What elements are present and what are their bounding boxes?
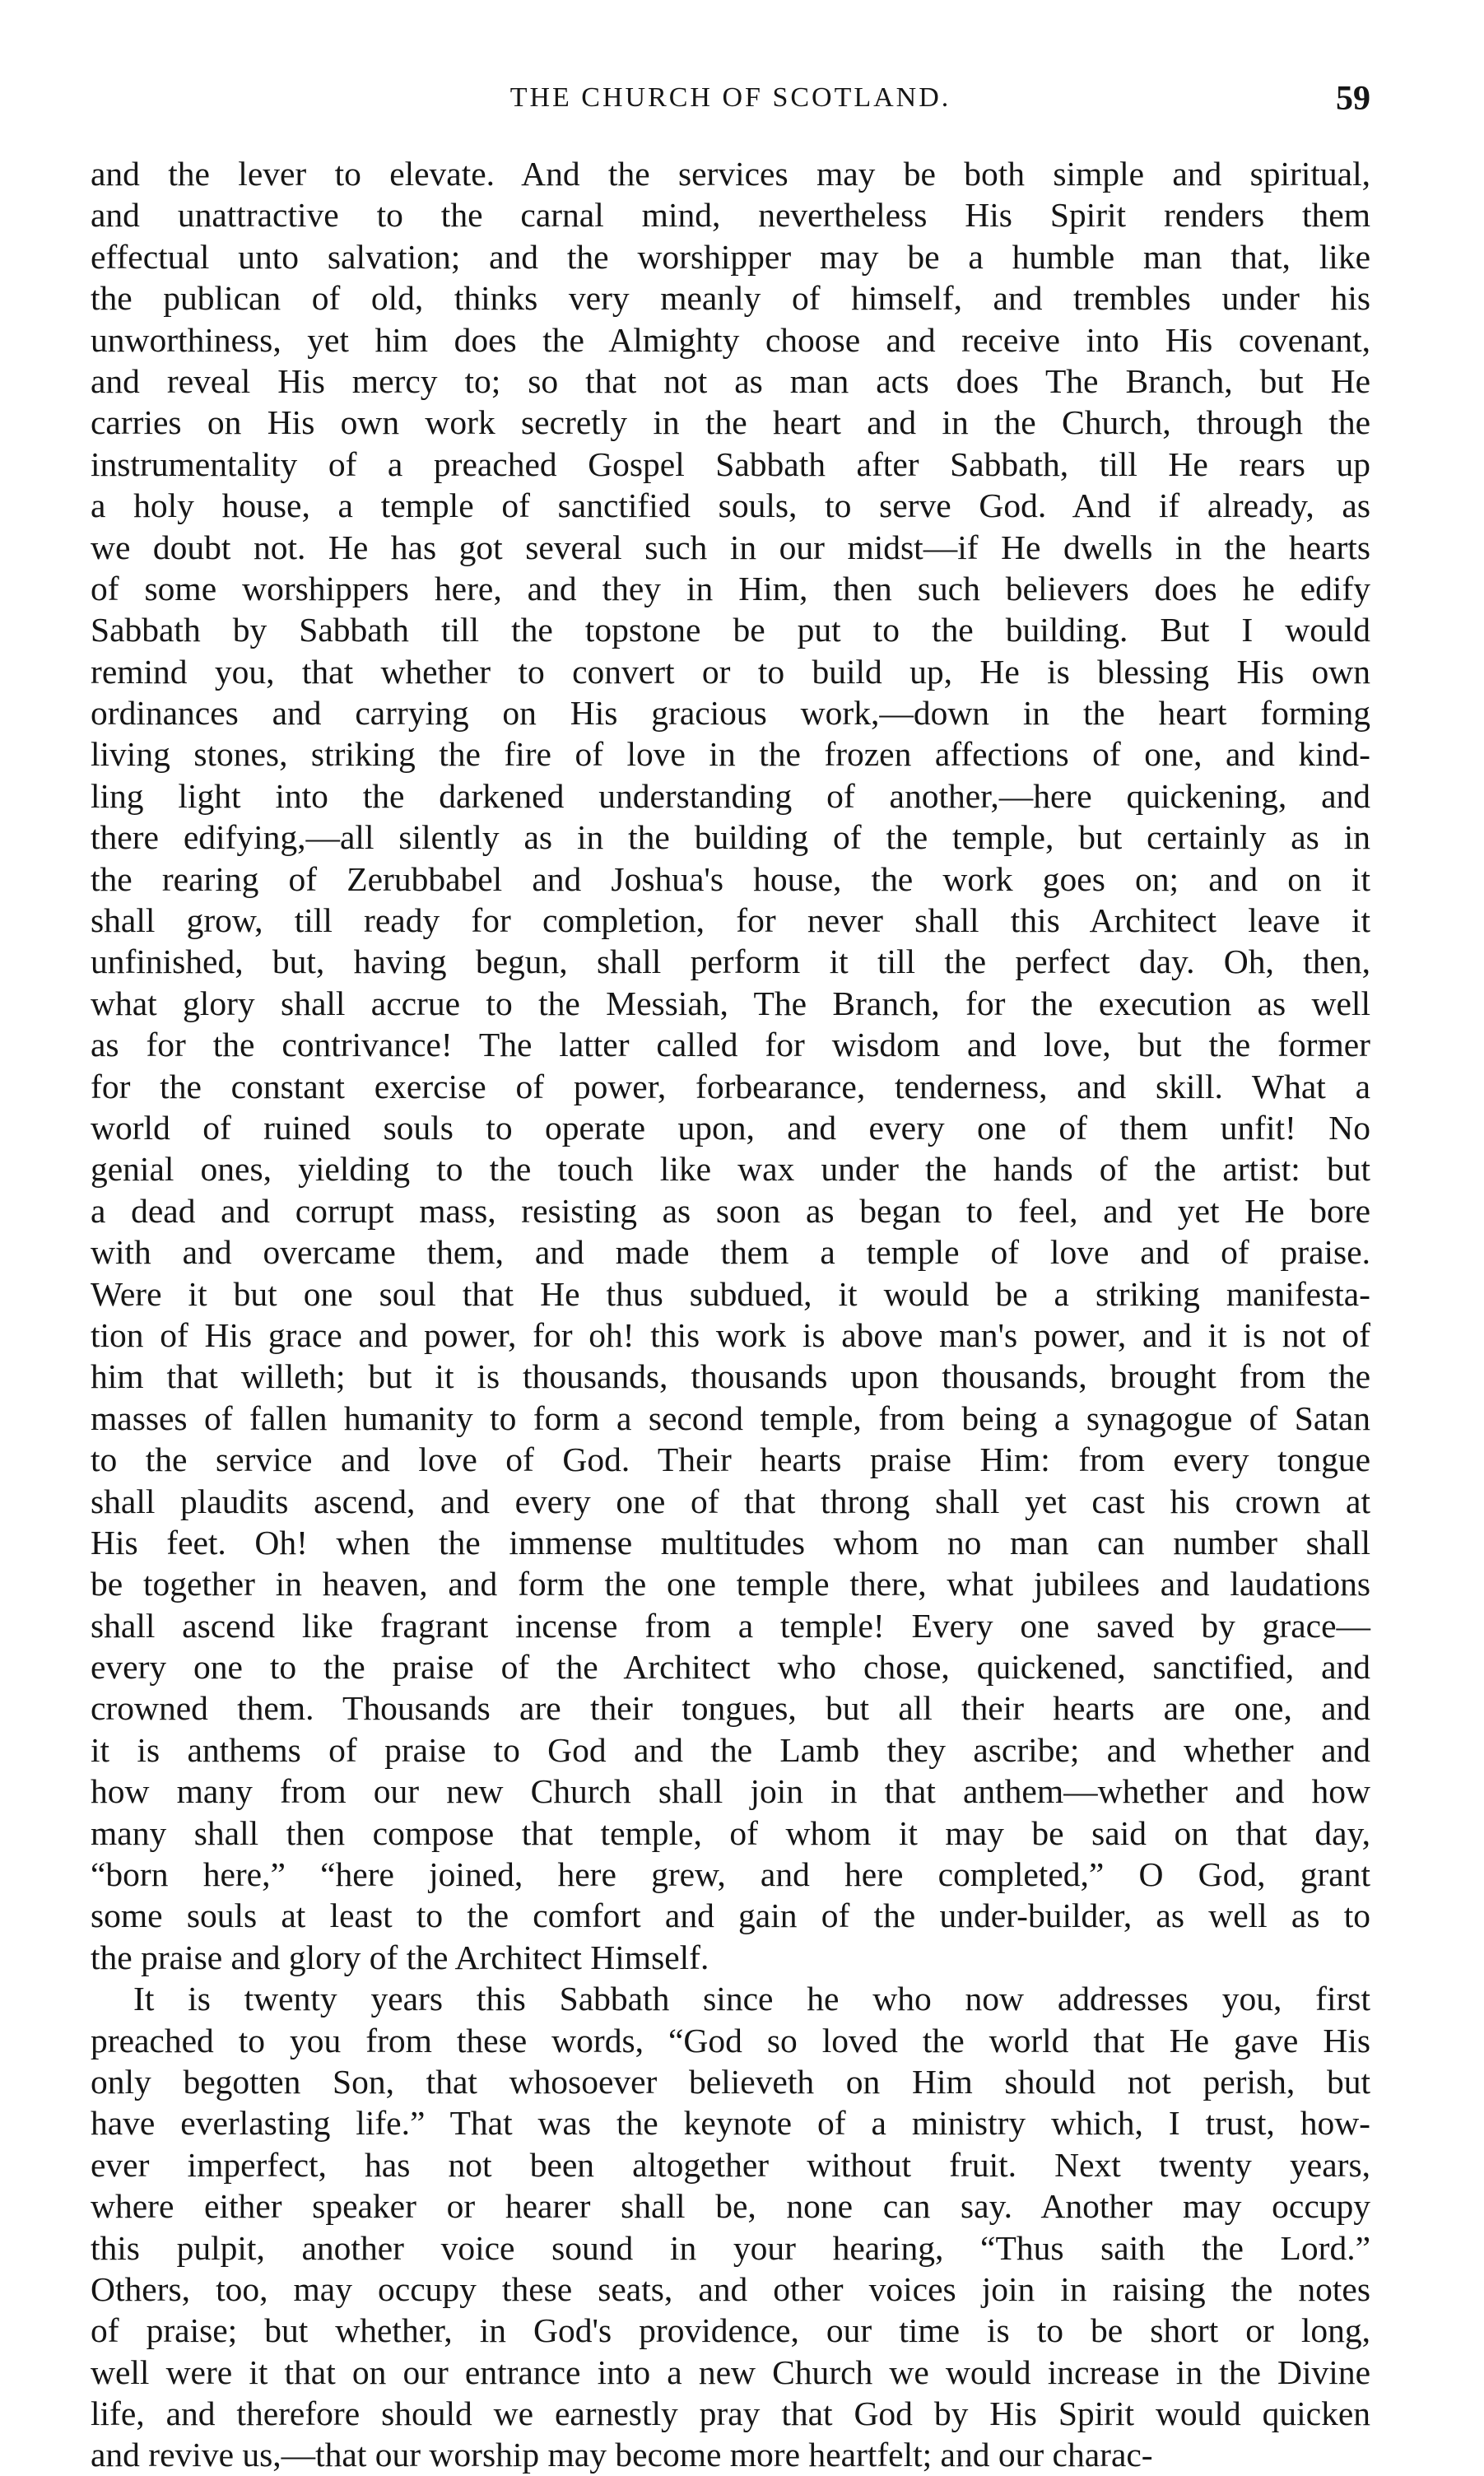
text-line: some souls at least to the comfort and gain of the under-builder, as well as to	[91, 1897, 1370, 1935]
text-line: as for the contrivance! The latter called for wisdom and love, but the former	[91, 1026, 1370, 1064]
text-line: him that willeth; but it is thousands, thousands upon thousands, brought from the	[91, 1357, 1370, 1396]
text-line: shall plaudits ascend, and every one of that throng shall yet cast his crown at	[91, 1482, 1370, 1520]
text-line: shall ascend like fragrant incense from a temple! Every one saved by grace—	[91, 1606, 1370, 1645]
text-line: tion of His grace and power, for oh! this work is above man's power, and it is not of	[91, 1315, 1370, 1354]
text-line: the rearing of Zerubbabel and Joshua's house, the work goes on; and on it	[91, 859, 1370, 898]
text-line: a holy house, a temple of sanctified souls, to serve God. And if already, as	[91, 486, 1370, 525]
text-line: what glory shall accrue to the Messiah, The Branch, for the execution as well	[91, 984, 1370, 1022]
text-line: with and overcame them, and made them a temple of love and of praise.	[91, 1233, 1370, 1272]
text-line: it is anthems of praise to God and the Lamb they ascribe; and whether and	[91, 1730, 1370, 1769]
text-line: It is twenty years this Sabbath since he who now addresses you, first	[133, 1980, 1370, 2018]
text-line: there edifying,—all silently as in the building of the temple, but certainly as in	[91, 818, 1370, 857]
text-line: be together in heaven, and form the one temple there, what jubilees and laudations	[91, 1565, 1370, 1603]
text-line: where either speaker or hearer shall be, none can say. Another may occupy	[91, 2187, 1370, 2226]
paragraph	[91, 1978, 1370, 2476]
text-line: ever imperfect, has not been altogether without fruit. Next twenty years,	[91, 2145, 1370, 2184]
text-line: His feet. Oh! when the immense multitudes whom no man can number shall	[91, 1523, 1370, 1561]
text-line: effectual unto salvation; and the worshipper may be a humble man that, like	[91, 237, 1370, 276]
text-line: shall grow, till ready for completion, for never shall this Architect leave it	[91, 901, 1370, 940]
text-line: and unattractive to the carnal mind, nevertheless His Spirit renders them	[91, 196, 1370, 235]
text-line: life, and therefore should we earnestly pray that God by His Spirit would quicken	[91, 2395, 1370, 2433]
text-line: for the constant exercise of power, forbearance, tenderness, and skill. What a	[91, 1067, 1370, 1105]
body-text	[91, 153, 1370, 2476]
page-number: 59	[1336, 80, 1370, 118]
text-line: Sabbath by Sabbath till the topstone be put to the building. But I would	[91, 611, 1370, 649]
text-line: the praise and glory of the Architect Himself.	[91, 1938, 709, 1976]
text-line: well were it that on our entrance into a new Church we would increase in the Divine	[91, 2353, 1370, 2391]
text-line: only begotten Son, that whosoever believeth on Him should not perish, but	[91, 2062, 1370, 2101]
text-line: genial ones, yielding to the touch like wax under the hands of the artist: but	[91, 1150, 1370, 1189]
text-line: and revive us,—that our worship may become more heartfelt; and our charac-	[91, 2436, 1153, 2474]
running-title: THE CHURCH OF SCOTLAND.	[509, 82, 951, 113]
text-line: preached to you from these words, “God so loved the world that He gave His	[91, 2021, 1370, 2059]
text-line: this pulpit, another voice sound in your hearing, “Thus saith the Lord.”	[91, 2228, 1370, 2267]
text-line: the publican of old, thinks very meanly of himself, and trembles under his	[91, 279, 1370, 318]
text-line: remind you, that whether to convert or to build up, He is blessing His own	[91, 652, 1370, 691]
text-line: living stones, striking the fire of love in the frozen affections of one, and kind-	[91, 735, 1370, 774]
running-head	[91, 82, 1370, 132]
text-line: instrumentality of a preached Gospel Sabbath after Sabbath, till He rears up	[91, 444, 1370, 483]
text-line: carries on His own work secretly in the heart and in the Church, through the	[91, 403, 1370, 442]
text-line: of some worshippers here, and they in Him, then such believers does he edify	[91, 569, 1370, 607]
text-line: every one to the praise of the Architect who chose, quickened, sanctified, and	[91, 1648, 1370, 1687]
text-line: a dead and corrupt mass, resisting as soon as began to feel, and yet He bore	[91, 1191, 1370, 1230]
text-line: unworthiness, yet him does the Almighty choose and receive into His covenant,	[91, 320, 1370, 359]
text-line: of praise; but whether, in God's providence, our time is to be short or long,	[91, 2311, 1370, 2350]
text-line: how many from our new Church shall join in that anthem—whether and how	[91, 1772, 1370, 1811]
text-line: unfinished, but, having begun, shall perform it till the perfect day. Oh, then,	[91, 942, 1370, 981]
text-line: Others, too, may occupy these seats, and other voices join in raising the notes	[91, 2269, 1370, 2308]
paragraph	[91, 153, 1370, 1978]
text-line: have everlasting life.” That was the keynote of a ministry which, I trust, how-	[91, 2104, 1370, 2143]
text-line: many shall then compose that temple, of whom it may be said on that day,	[91, 1813, 1370, 1852]
text-line: crowned them. Thousands are their tongues, but all their hearts are one, and	[91, 1689, 1370, 1728]
text-line: and reveal His mercy to; so that not as man acts does The Branch, but He	[91, 361, 1370, 400]
text-line: Were it but one soul that He thus subdued, it would be a striking manifesta-	[91, 1274, 1370, 1313]
text-line: and the lever to elevate. And the services may be both simple and spiritual,	[91, 155, 1370, 193]
text-line: to the service and love of God. Their hearts praise Him: from every tongue	[91, 1440, 1370, 1479]
text-line: we doubt not. He has got several such in our midst—if He dwells in the hearts	[91, 528, 1370, 566]
text-line: ordinances and carrying on His gracious work,—down in the heart forming	[91, 694, 1370, 733]
text-line: ling light into the darkened understanding of another,—here quickening, and	[91, 776, 1370, 815]
text-line: world of ruined souls to operate upon, and every one of them unfit! No	[91, 1108, 1370, 1147]
text-line: masses of fallen humanity to form a second temple, from being a synagogue of Satan	[91, 1399, 1370, 1437]
text-line: “born here,” “here joined, here grew, and here completed,” O God, grant	[91, 1855, 1370, 1894]
